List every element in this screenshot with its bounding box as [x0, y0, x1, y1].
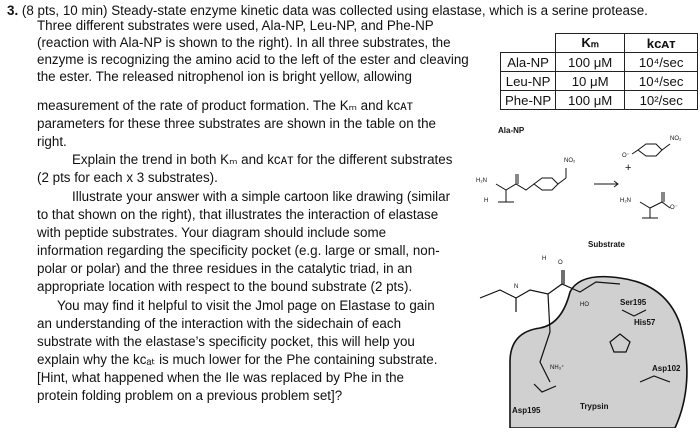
table-cell: 10²/sec	[625, 91, 698, 110]
question-line: [Hint, what happened when the Ile was replaced by Phe in the	[37, 370, 404, 385]
active-site-drawing	[470, 232, 698, 428]
hydrogen-label: H	[484, 198, 489, 204]
oxide-label: O⁻	[622, 153, 630, 159]
table-row	[501, 53, 698, 72]
reaction-scheme	[470, 122, 698, 230]
ala-product	[640, 202, 670, 208]
hydroxyl-label: HO	[580, 302, 589, 308]
question-line: protein folding problem on a previous problem set]?	[37, 388, 343, 403]
table-cell: 100 μM	[556, 53, 625, 72]
question-line: (2 pts for each x 3 substrates).	[37, 170, 218, 185]
nitrogen-label: N	[514, 284, 519, 290]
question-line: parameters for these three substrates are shown in the table on the	[37, 116, 436, 131]
question-line: right.	[37, 134, 67, 149]
table-header-row	[501, 34, 698, 53]
table-header-cell	[501, 34, 556, 53]
question-line: polar or polar) and the three residues in the catalytic triad, in an	[37, 261, 413, 276]
amine-label: H₂N	[476, 178, 487, 184]
question-line: explain why the kᴄₐₜ is much lower for the Phe containing substrate.	[37, 352, 438, 367]
amine-label-product: H₂N	[620, 198, 631, 204]
question-line: to that shown on the right), that illustrates the interaction of elastase	[37, 207, 439, 222]
question-line: appropriate location with respect to the bound substrate (2 pts).	[37, 279, 413, 294]
table-header-cell: Kₘ	[556, 34, 625, 53]
oxygen-label: O	[558, 260, 563, 266]
active-site-diagram	[470, 232, 698, 428]
reaction-title: Ala-NP	[498, 126, 525, 135]
table-row	[501, 91, 698, 110]
table-row	[501, 72, 698, 91]
question-heading: (8 pts, 10 min) Steady-state enzyme kinetic data was collected using elastase, which is a serine protease.	[21, 3, 648, 18]
question-line: Three different substrates were used, Ala-NP, Leu-NP, and Phe-NP	[37, 18, 434, 33]
table-cell: 10⁴/sec	[625, 72, 698, 91]
table-cell: 10 μM	[556, 72, 625, 91]
ser195-label: Ser195	[620, 298, 647, 307]
nitro-label-product: NO₂	[670, 136, 682, 142]
question-line: Explain the trend in both Kₘ and kᴄᴀᴛ for the different substrates	[72, 152, 453, 167]
reaction-drawing	[470, 122, 698, 230]
hydrogen-label: H	[542, 256, 547, 262]
ala-backbone	[496, 184, 534, 190]
table-header-cell: kᴄᴀᴛ	[625, 34, 698, 53]
kinetics-table	[500, 33, 698, 110]
nitro-label: NO₂	[564, 158, 576, 164]
nitrophenolate-ring	[638, 144, 662, 156]
question-line: information regarding the specificity pocket (e.g. large or small, non-	[37, 243, 440, 258]
oxide-label-product: O⁻	[670, 205, 678, 211]
plus-sign: +	[625, 162, 632, 174]
question-line: Illustrate your answer with a simple cartoon like drawing (similar	[72, 189, 451, 204]
question-line: the ester. The released nitrophenol ion is bright yellow, allowing	[37, 69, 412, 84]
ammonium-label: NH₃⁺	[550, 365, 565, 371]
his57-label: His57	[634, 318, 656, 327]
table-cell: Ala-NP	[501, 53, 556, 72]
trypsin-label: Trypsin	[580, 402, 609, 411]
asp195-label: Asp195	[512, 406, 541, 415]
table-cell: 10⁴/sec	[625, 53, 698, 72]
question-number: 3.	[7, 3, 19, 18]
question-line: You may find it helpful to visit the Jmol page on Elastase to gain	[57, 298, 435, 313]
question-line	[7, 3, 648, 19]
question-line: enzyme is recognizing the amino acid to the left of the ester and cleaving	[37, 52, 469, 67]
asp102-label: Asp102	[652, 364, 681, 373]
question-line: with peptide substrates. Your diagram should include some	[37, 225, 387, 240]
question-line: substrate with the elastase’s specificity pocket, this will help you	[37, 334, 415, 349]
question-line: an understanding of the interaction with the sidechain of each	[37, 316, 402, 331]
table-cell: Leu-NP	[501, 72, 556, 91]
substrate-label: Substrate	[588, 240, 625, 249]
phenyl-ring	[534, 178, 558, 190]
question-line: measurement of the rate of product formation. The Kₘ and kᴄᴀᴛ	[37, 98, 413, 113]
question-line: (reaction with Ala-NP is shown to the right). In all three substrates, the	[37, 35, 451, 50]
table-cell: Phe-NP	[501, 91, 556, 110]
table-cell: 100 μM	[556, 91, 625, 110]
